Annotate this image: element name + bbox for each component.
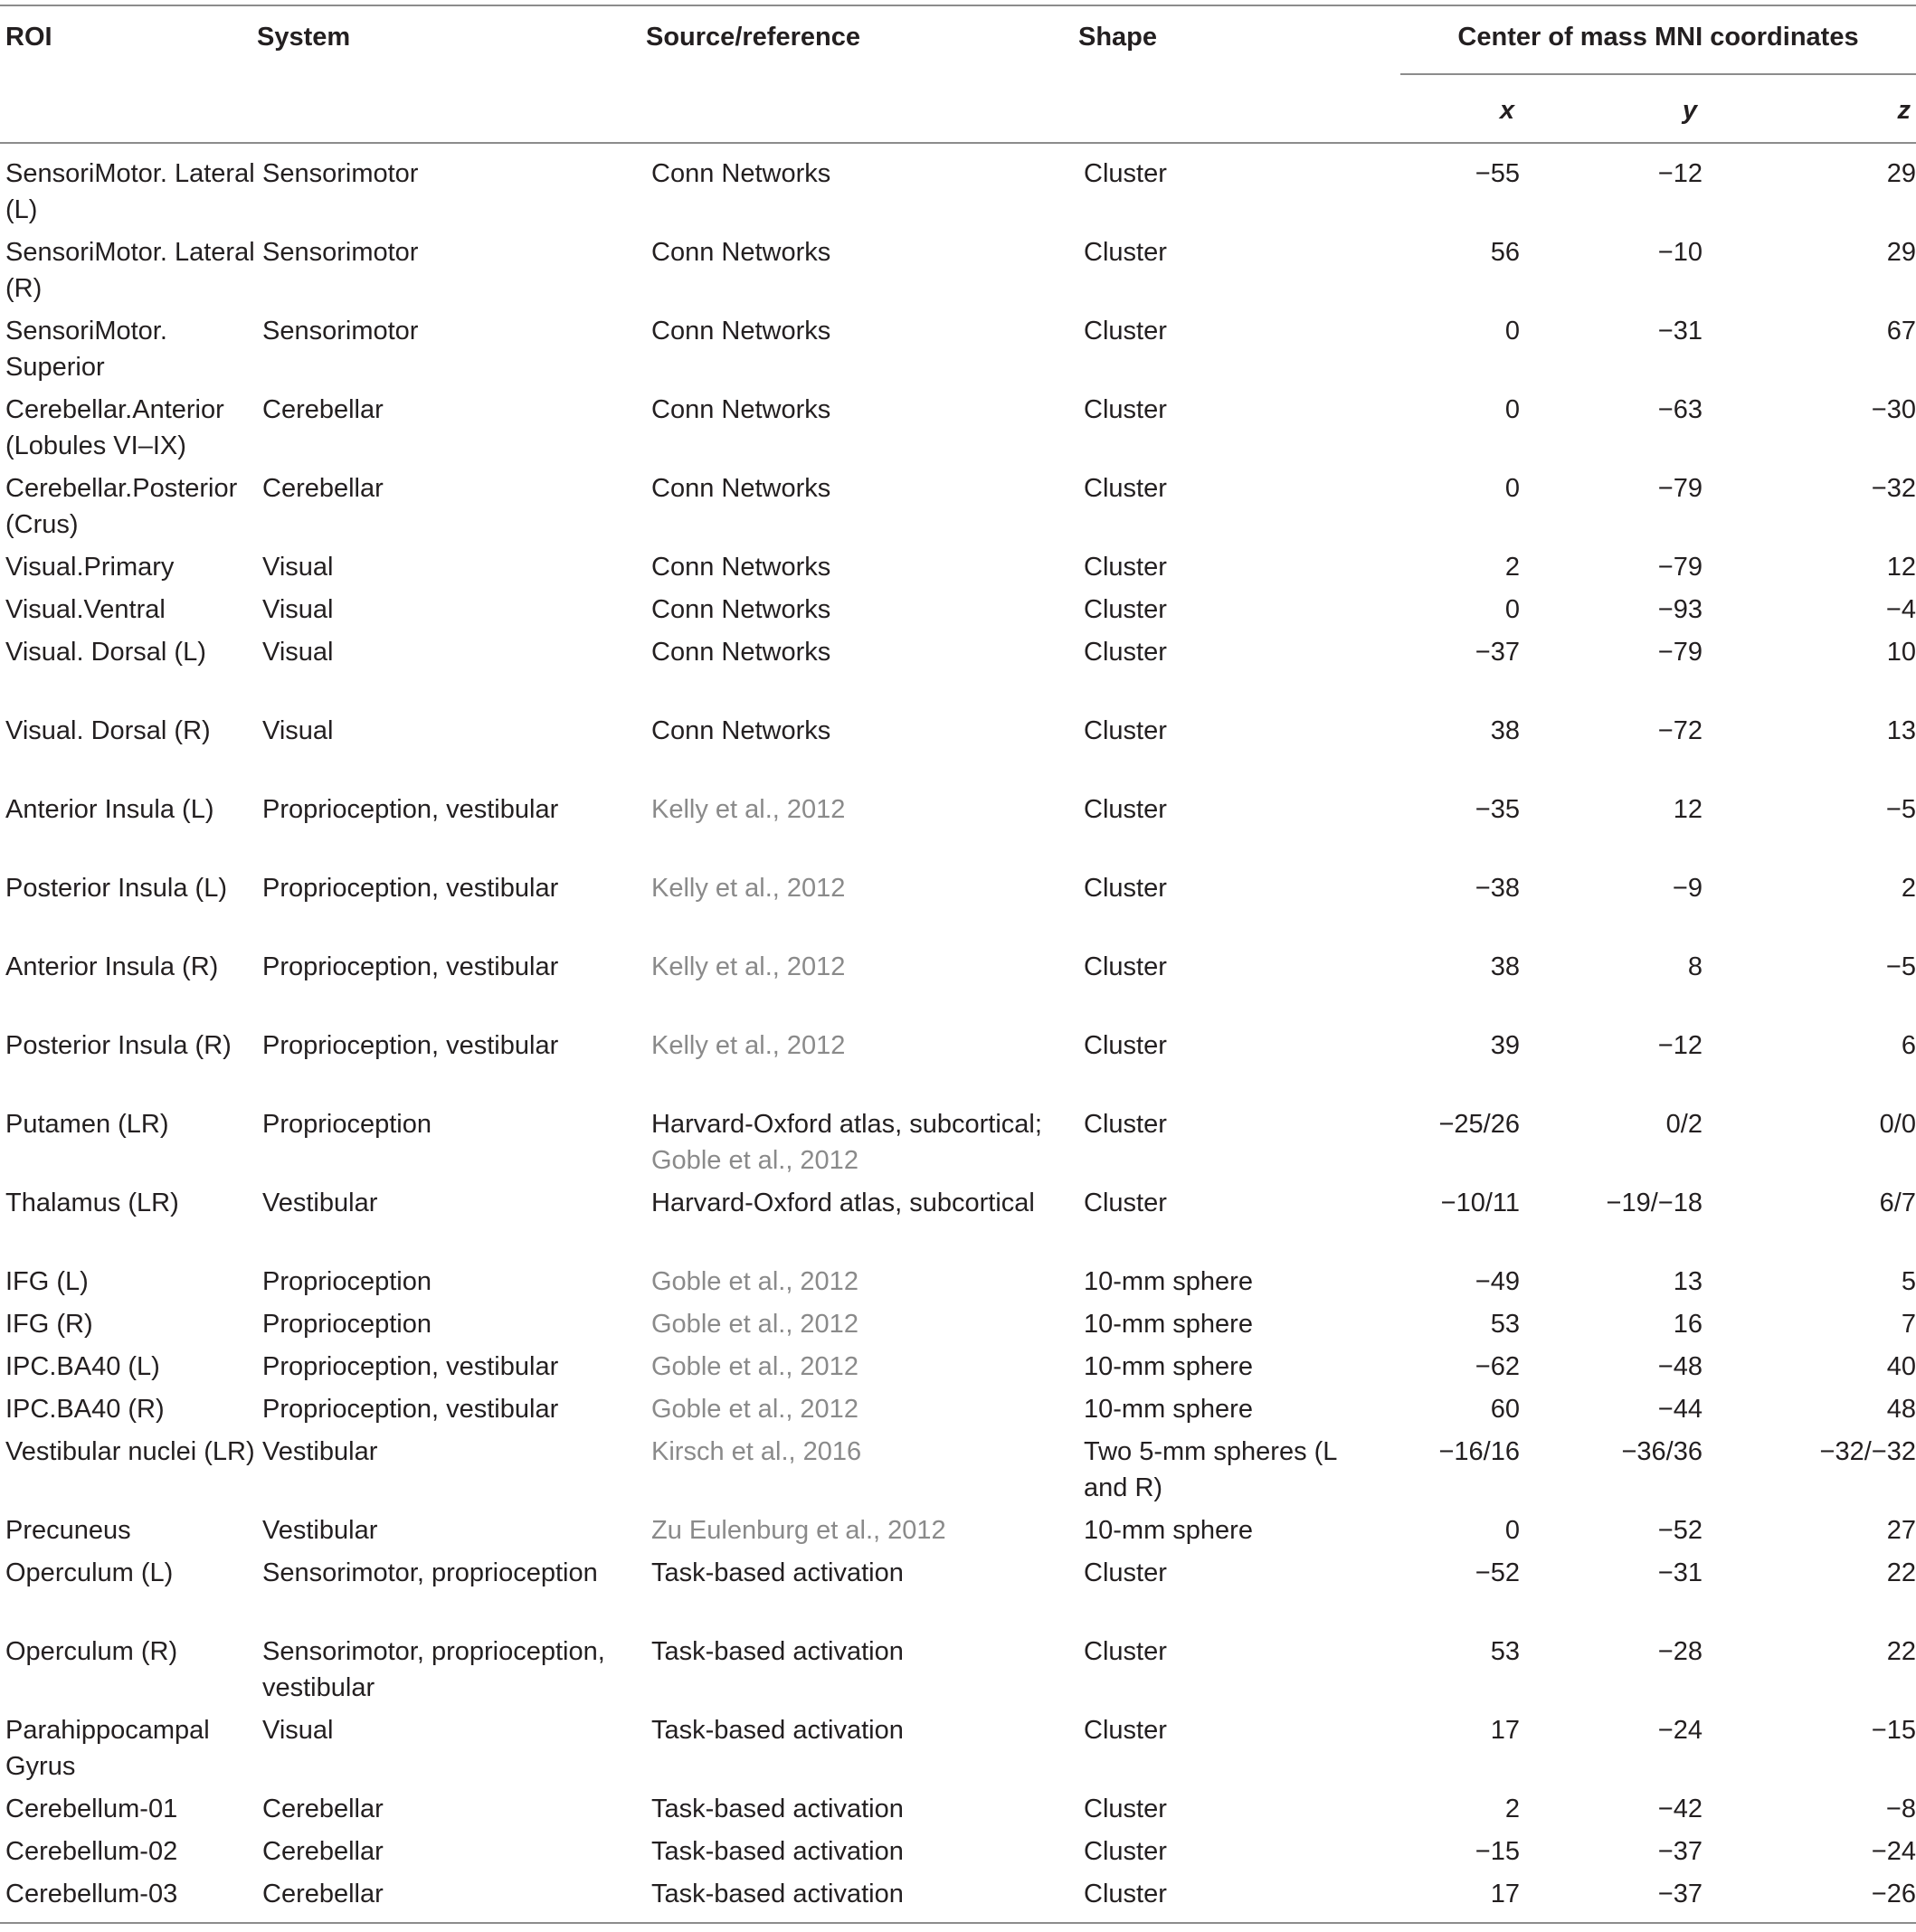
system-cell: Visual [262,1716,334,1745]
roi-cell: Cerebellum-03 [5,1880,178,1908]
shape-cell: Cluster [1084,1795,1167,1823]
roi-cell: Precuneus [5,1516,131,1545]
z-cell: −30 [1871,395,1916,424]
header-rule [0,142,1916,144]
source-reference-link[interactable]: Goble et al., 2012 [651,1395,858,1424]
roi-cell: Cerebellum-02 [5,1837,178,1866]
x-cell: 53 [1490,1310,1520,1339]
z-cell: 10 [1886,638,1916,667]
system-cell: Sensorimotor, proprioception [262,1558,598,1587]
roi-cell: Visual.Ventral [5,595,166,624]
system-cell: Cerebellar [262,1795,384,1823]
source-reference-link[interactable]: Kelly et al., 2012 [651,1031,846,1060]
x-cell: −16/16 [1438,1437,1520,1466]
table-row [0,634,1916,713]
x-cell: 2 [1504,1795,1520,1823]
source-cell [651,1634,1084,1712]
y-cell: 13 [1673,1267,1703,1296]
roi-cell: Thalamus (LR) [5,1189,179,1217]
z-cell: 5 [1901,1267,1916,1296]
y-cell: 12 [1673,795,1703,824]
header-roi: ROI [5,23,52,52]
x-cell: 0 [1504,1516,1520,1545]
source-cell [651,1306,1084,1349]
shape-cell: 10-mm sphere [1084,1352,1253,1381]
system-cell: Vestibular [262,1189,378,1217]
header-source: Source/reference [646,23,860,52]
source-cell [651,156,1084,234]
shape-cell: Cluster [1084,474,1167,503]
x-cell: −55 [1475,159,1520,188]
source-text: Conn Networks [651,474,831,503]
shape-cell: Cluster [1084,1189,1167,1217]
source-text: Conn Networks [651,159,831,188]
roi-cell: Visual.Primary [5,553,175,582]
roi-cell: IFG (L) [5,1267,89,1296]
table-row [0,470,1916,549]
roi-cell: IFG (R) [5,1310,93,1339]
table-row [0,713,1916,791]
source-cell [651,470,1084,549]
source-cell [651,592,1084,634]
z-cell: 67 [1886,317,1916,346]
source-cell [651,1712,1084,1791]
table-row [0,1876,1916,1918]
table-row [0,1028,1916,1106]
z-cell: −5 [1885,952,1916,981]
source-cell [651,392,1084,470]
system-cell: Vestibular [262,1516,378,1545]
system-cell: Proprioception [262,1267,432,1296]
x-cell: 0 [1504,595,1520,624]
source-text: Conn Networks [651,317,831,346]
source-cell [651,549,1084,592]
system-cell: Visual [262,638,334,667]
y-cell: −24 [1657,1716,1703,1745]
source-cell [651,1264,1084,1306]
roi-cell: SensoriMotor. Superior [5,317,167,382]
source-reference-link[interactable]: Zu Eulenburg et al., 2012 [651,1516,946,1545]
source-reference-link[interactable]: Kirsch et al., 2016 [651,1437,862,1466]
source-cell [651,1833,1084,1876]
system-cell: Proprioception, vestibular [262,795,559,824]
x-cell: 2 [1504,553,1520,582]
shape-cell: Cluster [1084,317,1167,346]
z-cell: 7 [1901,1310,1916,1339]
x-cell: 17 [1490,1716,1520,1745]
system-cell: Visual [262,716,334,745]
table-row [0,1712,1916,1791]
z-cell: 0/0 [1879,1110,1916,1139]
z-cell: −24 [1871,1837,1916,1866]
shape-cell: Cluster [1084,395,1167,424]
y-cell: −10 [1657,238,1703,267]
roi-cell: Visual. Dorsal (R) [5,716,211,745]
system-cell: Sensorimotor, proprioception, vestibular [262,1637,605,1702]
z-cell: 22 [1886,1637,1916,1666]
source-cell [651,1391,1084,1434]
z-cell: −26 [1871,1880,1916,1908]
source-text: Conn Networks [651,553,831,582]
z-cell: 2 [1901,874,1916,903]
z-cell: −32/−32 [1819,1437,1916,1466]
x-cell: −52 [1475,1558,1520,1587]
system-cell: Proprioception [262,1110,432,1139]
x-cell: −49 [1475,1267,1520,1296]
roi-cell: Posterior Insula (R) [5,1031,232,1060]
y-cell: 16 [1673,1310,1703,1339]
source-text: Task-based activation [651,1795,904,1823]
roi-cell: Vestibular nuclei (LR) [5,1437,255,1466]
z-cell: 22 [1886,1558,1916,1587]
y-cell: −44 [1657,1395,1703,1424]
shape-cell: 10-mm sphere [1084,1395,1253,1424]
shape-cell: Two 5-mm spheres (L and R) [1084,1437,1337,1502]
roi-cell: Cerebellar.Anterior (Lobules VI–IX) [5,395,224,460]
table-row [0,1791,1916,1833]
source-cell [651,791,1084,870]
source-text: Conn Networks [651,716,831,745]
z-cell: 6/7 [1879,1189,1916,1217]
table-row [0,1106,1916,1185]
z-cell: 48 [1886,1395,1916,1424]
y-cell: −48 [1657,1352,1703,1381]
table-row [0,791,1916,870]
x-cell: −37 [1475,638,1520,667]
shape-cell: Cluster [1084,553,1167,582]
source-reference-link[interactable]: Kelly et al., 2012 [651,874,846,903]
source-text: Task-based activation [651,1716,904,1745]
system-cell: Proprioception, vestibular [262,1352,559,1381]
x-cell: 53 [1490,1637,1520,1666]
source-text: Conn Networks [651,638,831,667]
shape-cell: Cluster [1084,716,1167,745]
shape-cell: Cluster [1084,1716,1167,1745]
system-cell: Sensorimotor [262,317,419,346]
source-cell [651,1434,1084,1512]
system-cell: Proprioception, vestibular [262,1031,559,1060]
y-cell: −12 [1657,159,1703,188]
z-cell: −15 [1871,1716,1916,1745]
system-cell: Cerebellar [262,474,384,503]
x-cell: 39 [1490,1031,1520,1060]
source-reference-link[interactable]: Goble et al., 2012 [651,1267,858,1296]
source-cell [651,1512,1084,1555]
roi-cell: Visual. Dorsal (L) [5,638,206,667]
shape-cell: Cluster [1084,874,1167,903]
source-cell [651,713,1084,791]
shape-cell: Cluster [1084,159,1167,188]
x-cell: −38 [1475,874,1520,903]
source-cell [651,1791,1084,1833]
system-cell: Vestibular [262,1437,378,1466]
source-text: Task-based activation [651,1637,904,1666]
y-cell: 8 [1687,952,1703,981]
y-cell: −37 [1657,1837,1703,1866]
y-cell: −63 [1657,395,1703,424]
x-cell: −15 [1475,1837,1520,1866]
system-cell: Sensorimotor [262,159,419,188]
shape-cell: Cluster [1084,1637,1167,1666]
header-system: System [257,23,351,52]
table-row [0,1833,1916,1876]
roi-cell: Cerebellar.Posterior (Crus) [5,474,238,539]
source-cell [651,634,1084,713]
source-text: Task-based activation [651,1837,904,1866]
source-text: Harvard-Oxford atlas, subcortical; [651,1110,1042,1139]
source-reference-link[interactable]: Kelly et al., 2012 [651,952,846,981]
header-y: y [1682,96,1697,125]
x-cell: 0 [1504,395,1520,424]
table-row [0,1264,1916,1306]
x-cell: −35 [1475,795,1520,824]
system-cell: Visual [262,553,334,582]
z-cell: −5 [1885,795,1916,824]
source-text: Conn Networks [651,238,831,267]
header-x: x [1499,96,1514,125]
shape-cell: Cluster [1084,795,1167,824]
source-reference-link[interactable]: Goble et al., 2012 [651,1310,858,1339]
source-cell [651,1106,1084,1185]
x-cell: −10/11 [1440,1189,1520,1217]
x-cell: 17 [1490,1880,1520,1908]
z-cell: 12 [1886,553,1916,582]
roi-cell: SensoriMotor. Lateral (R) [5,238,255,303]
table-row [0,549,1916,592]
z-cell: 40 [1886,1352,1916,1381]
system-cell: Cerebellar [262,395,384,424]
shape-cell: Cluster [1084,1837,1167,1866]
bottom-rule [0,1922,1916,1924]
z-cell: −32 [1871,474,1916,503]
shape-cell: Cluster [1084,1558,1167,1587]
y-cell: −79 [1657,474,1703,503]
roi-cell: SensoriMotor. Lateral (L) [5,159,255,224]
system-cell: Cerebellar [262,1880,384,1908]
x-cell: −62 [1475,1352,1520,1381]
y-cell: −9 [1672,874,1703,903]
header-coordinates: Center of mass MNI coordinates [1457,23,1859,52]
system-cell: Proprioception, vestibular [262,874,559,903]
roi-cell: Operculum (R) [5,1637,178,1666]
x-cell: −25/26 [1438,1110,1520,1139]
system-cell: Proprioception [262,1310,432,1339]
y-cell: −79 [1657,638,1703,667]
table-row [0,949,1916,1028]
z-cell: −4 [1885,595,1916,624]
table-row [0,1634,1916,1712]
source-cell [651,1349,1084,1391]
roi-cell: Putamen (LR) [5,1110,169,1139]
source-text: Harvard-Oxford atlas, subcortical [651,1189,1035,1217]
y-cell: −12 [1657,1031,1703,1060]
y-cell: −31 [1657,317,1703,346]
shape-cell: Cluster [1084,1031,1167,1060]
shape-cell: Cluster [1084,238,1167,267]
system-cell: Proprioception, vestibular [262,1395,559,1424]
x-cell: 38 [1490,716,1520,745]
table-row [0,156,1916,234]
table-row [0,1555,1916,1634]
source-cell [651,313,1084,392]
roi-cell: IPC.BA40 (L) [5,1352,160,1381]
x-cell: 56 [1490,238,1520,267]
roi-cell: IPC.BA40 (R) [5,1395,165,1424]
roi-cell: Cerebellum-01 [5,1795,178,1823]
roi-cell: Parahippocampal Gyrus [5,1716,210,1781]
y-cell: −52 [1657,1516,1703,1545]
roi-cell: Anterior Insula (R) [5,952,219,981]
shape-cell: Cluster [1084,1110,1167,1139]
shape-cell: Cluster [1084,595,1167,624]
x-cell: 60 [1490,1395,1520,1424]
header-z: z [1897,96,1911,125]
y-cell: −36/36 [1621,1437,1703,1466]
table-row [0,592,1916,634]
source-reference-link[interactable]: Goble et al., 2012 [651,1352,858,1381]
source-reference-link[interactable]: Kelly et al., 2012 [651,795,846,824]
table-body [0,156,1916,1918]
source-cell [651,1185,1084,1264]
roi-cell: Operculum (L) [5,1558,174,1587]
source-cell [651,1028,1084,1106]
system-cell: Sensorimotor [262,238,419,267]
table-row [0,234,1916,313]
source-text: Task-based activation [651,1880,904,1908]
source-cell [651,234,1084,313]
table-row [0,1185,1916,1264]
y-cell: −28 [1657,1637,1703,1666]
y-cell: −31 [1657,1558,1703,1587]
header-shape: Shape [1078,23,1158,52]
table-row [0,392,1916,470]
table-row [0,313,1916,392]
coordinates-subrule [1400,73,1916,75]
source-cell [651,1876,1084,1918]
z-cell: −8 [1885,1795,1916,1823]
shape-cell: 10-mm sphere [1084,1310,1253,1339]
table-row [0,1512,1916,1555]
x-cell: 0 [1504,317,1520,346]
z-cell: 29 [1886,159,1916,188]
x-cell: 0 [1504,474,1520,503]
system-cell: Proprioception, vestibular [262,952,559,981]
source-cell [651,1555,1084,1634]
shape-cell: 10-mm sphere [1084,1516,1253,1545]
z-cell: 27 [1886,1516,1916,1545]
table-row [0,1349,1916,1391]
system-cell: Visual [262,595,334,624]
shape-cell: Cluster [1084,1880,1167,1908]
system-cell: Cerebellar [262,1837,384,1866]
table-row [0,1306,1916,1349]
source-text: Conn Networks [651,395,831,424]
source-text: Task-based activation [651,1558,904,1587]
roi-cell: Posterior Insula (L) [5,874,227,903]
y-cell: −42 [1657,1795,1703,1823]
source-reference-link[interactable]: Goble et al., 2012 [651,1146,858,1175]
shape-cell: 10-mm sphere [1084,1267,1253,1296]
top-rule [0,5,1916,6]
z-cell: 29 [1886,238,1916,267]
y-cell: −19/−18 [1606,1189,1703,1217]
y-cell: 0/2 [1665,1110,1703,1139]
y-cell: −37 [1657,1880,1703,1908]
z-cell: 13 [1886,716,1916,745]
z-cell: 6 [1901,1031,1916,1060]
table-row [0,1434,1916,1512]
x-cell: 38 [1490,952,1520,981]
y-cell: −72 [1657,716,1703,745]
shape-cell: Cluster [1084,638,1167,667]
source-cell [651,949,1084,1028]
source-cell [651,870,1084,949]
y-cell: −93 [1657,595,1703,624]
roi-cell: Anterior Insula (L) [5,795,214,824]
y-cell: −79 [1657,553,1703,582]
source-text: Conn Networks [651,595,831,624]
table-row [0,870,1916,949]
shape-cell: Cluster [1084,952,1167,981]
table-row [0,1391,1916,1434]
